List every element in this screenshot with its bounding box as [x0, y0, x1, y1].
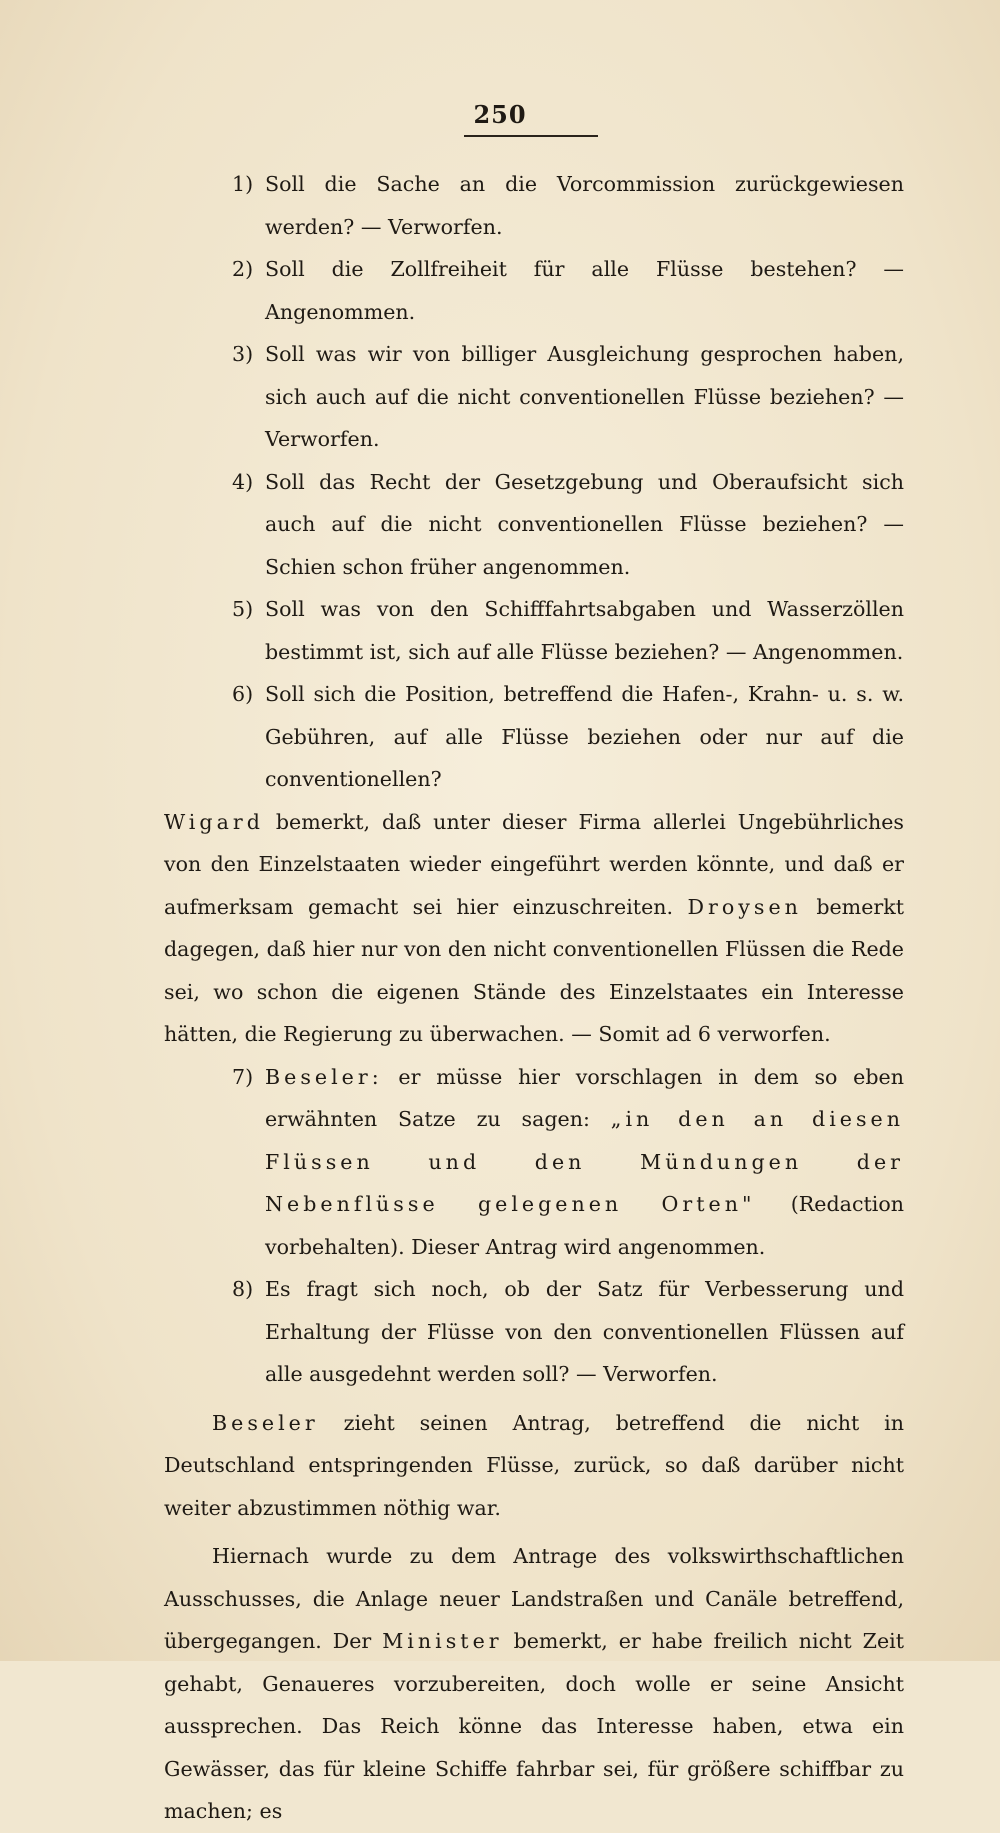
list-item: 6) Soll sich die Position, betreffend die Hafen-, Krahn- u. s. w. Gebühren, auf alle Flüsse beziehen oder nur auf die conventionellen?	[232, 682, 904, 791]
speaker-name: Beseler	[212, 1410, 319, 1435]
speaker-name: Droysen	[687, 894, 802, 919]
header-rule	[464, 135, 598, 137]
speaker-name: Beseler:	[265, 1064, 383, 1089]
list-item: 1) Soll die Sache an die Vorcommission zurückgewiesen werden? — Verworfen.	[232, 172, 904, 239]
list-item: 8) Es fragt sich noch, ob der Satz für Verbesserung und Erhaltung der Flüsse von den conventionellen Flüssen auf alle ausgedehnt werden soll? — Verworfen.	[232, 1277, 904, 1386]
quoted-text: „in den an diesen Flüssen und den Mündungen der Nebenflüsse gelegenen Orten"	[265, 1107, 904, 1216]
speaker-name: Minister	[382, 1629, 503, 1653]
page-number: 250	[473, 100, 527, 129]
paragraph-wigard: Wigard bemerkt, daß unter dieser Firma allerlei Ungebührliches von den Einzelstaaten wieder eingeführt werden könnte, und daß er aufmerksam gemacht sei hier einzuschreiten. Droysen bemerkt dagegen, daß hier nur von den nicht conventionellen Flüssen die Rede sei, wo schon die eigenen Stände des Einzelstaates ein Interesse hätten, die Regierung zu überwachen. — Somit ad 6 verworfen.	[164, 809, 904, 1046]
list-item: 4) Soll das Recht der Gesetzgebung und Oberaufsicht sich auch auf die nicht conventionellen Flüsse beziehen? — Schien schon früher angenommen.	[232, 469, 904, 579]
list-item: 2) Soll die Zollfreiheit für alle Flüsse bestehen? — Angenommen.	[232, 257, 904, 324]
speaker-name: Wigard	[164, 809, 264, 834]
paragraph-beseler: Beseler zieht seinen Antrag, betreffend die nicht in Deutschland entspringenden Flüsse, zurück, so daß darüber nicht weiter abzustimmen nöthig war.	[164, 1410, 905, 1520]
list-item: 7) Beseler: er müsse hier vorschlagen in dem so eben erwähnten Satze zu sagen: „in den an diesen Flüssen und den Mündungen der Nebenflüsse gelegenen Orten" (Redaction vorbehalten). Dieser Antrag wird angenommen.	[232, 1064, 905, 1259]
paragraph-hiernach: Hiernach wurde zu dem Antrage des volkswirthschaftlichen Ausschusses, die Anlage neuer Landstraßen und Canäle betreffend, übergegangen. Der Minister bemerkt, er habe freilich nicht Zeit gehabt, Genaueres vorzubereiten, doch wolle er seine Ansicht aussprechen. Das Reich könne das Interesse haben, etwa ein Gewässer, das für kleine Schiffe fahrbar sei, für größere schiffbar zu machen; es	[164, 1544, 904, 1823]
list-item: 5) Soll was von den Schifffahrtsabgaben und Wasserzöllen bestimmt ist, sich auf alle Flüsse beziehen? — Angenommen.	[232, 597, 904, 664]
page-text	[164, 163, 904, 1833]
list-item: 3) Soll was wir von billiger Ausgleichung gesprochen haben, sich auch auf die nicht conventionellen Flüsse beziehen? — Verworfen.	[232, 342, 904, 451]
